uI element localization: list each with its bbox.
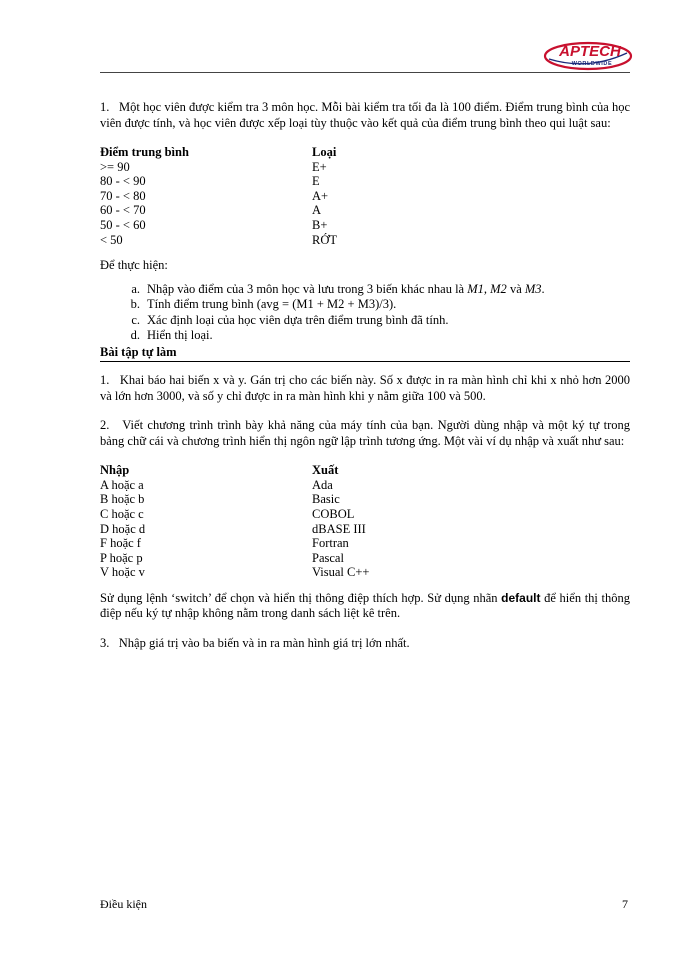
selfwork-3-text: Nhập giá trị vào ba biến và in ra màn hình giá trị lớn nhất. bbox=[118, 635, 410, 650]
step-text: Nhập vào điểm của 3 môn học và lưu trong 3 biến khác nhau là M1, M2 và M3. bbox=[147, 281, 545, 296]
grade-table bbox=[100, 145, 630, 247]
step-marker: a. bbox=[131, 281, 140, 296]
selfwork-1-text: Khai báo hai biến x và y. Gán trị cho các biến này. Số x được in ra màn hình chỉ khi x nhỏ hơn 2000 và lớn hơn 3000, và số y chỉ được in ra màn hình khi y nằm giữa 100 và 500. bbox=[100, 373, 630, 403]
grade-table-cell: E+ bbox=[312, 159, 327, 174]
language-table-cell: Pascal bbox=[312, 550, 344, 565]
grade-table-cell: E bbox=[312, 174, 320, 189]
header-divider bbox=[100, 72, 630, 73]
language-table-header-output: Xuất bbox=[312, 463, 339, 478]
grade-table-cell: 60 - < 70 bbox=[100, 203, 146, 218]
selfwork-3-number: 3. bbox=[100, 635, 110, 650]
language-table-cell: P hoặc p bbox=[100, 550, 143, 565]
selfwork-1-number: 1. bbox=[100, 373, 110, 388]
footer-page-number: 7 bbox=[622, 897, 628, 911]
steps-intro: Để thực hiện: bbox=[100, 258, 168, 273]
document-body bbox=[100, 100, 630, 651]
selfwork-3-paragraph bbox=[100, 636, 630, 652]
step-item bbox=[100, 297, 630, 313]
step-text: Xác định loại của học viên dựa trên điểm trung bình đã tính. bbox=[147, 312, 449, 327]
grade-table-cell: B+ bbox=[312, 217, 328, 232]
language-table-cell: dBASE III bbox=[312, 521, 366, 536]
grade-table-header-grade: Loại bbox=[312, 145, 337, 159]
grade-table-cell: 70 - < 80 bbox=[100, 188, 146, 203]
language-table-cell: Ada bbox=[312, 477, 333, 492]
step-item bbox=[100, 328, 630, 344]
language-table-cell: Fortran bbox=[312, 536, 349, 551]
step-marker: d. bbox=[130, 328, 140, 343]
language-table bbox=[100, 463, 630, 580]
step-marker: c. bbox=[131, 312, 140, 327]
aptech-logo bbox=[543, 41, 633, 71]
language-table-cell: V hoặc v bbox=[100, 565, 145, 580]
language-table-header-input: Nhập bbox=[100, 463, 130, 478]
switch-note-paragraph: Sử dụng lệnh ‘switch’ để chọn và hiển thị thông điệp thích hợp. Sử dụng nhãn default để hiển thị thông điệp nếu ký tự nhập không nằm trong danh sách liệt kê trên. bbox=[100, 590, 630, 621]
language-table-cell: D hoặc d bbox=[100, 521, 146, 536]
exercise-1-paragraph bbox=[100, 100, 630, 131]
step-text: Hiển thị loại. bbox=[147, 328, 213, 343]
steps-list bbox=[100, 282, 630, 344]
step-marker: b. bbox=[130, 297, 140, 312]
step-text: Tính điểm trung bình (avg = (M1 + M2 + M3)/3). bbox=[147, 297, 397, 312]
grade-table-cell: A bbox=[312, 203, 322, 218]
logo-wordmark: APTECH bbox=[559, 43, 621, 60]
language-table-cell: B hoặc b bbox=[100, 492, 145, 507]
grade-table-cell: A+ bbox=[312, 188, 329, 203]
grade-table-cell: 80 - < 90 bbox=[100, 174, 146, 189]
exercise-1-text: Một học viên được kiểm tra 3 môn học. Mỗi bài kiểm tra tối đa là 100 điểm. Điểm trung bình của học viên được tính, và học viên được xếp loại tùy thuộc vào kết quả của điểm trung bình theo qui luật sau: bbox=[100, 100, 631, 130]
selfwork-2-paragraph bbox=[100, 418, 630, 449]
grade-table-cell: >= 90 bbox=[100, 159, 130, 174]
default-keyword: default bbox=[501, 590, 541, 605]
grade-table-cell: 50 - < 60 bbox=[100, 217, 146, 232]
grade-table-cell: < 50 bbox=[100, 232, 123, 247]
grade-table-header-score: Điểm trung bình bbox=[100, 145, 189, 159]
language-table-cell: Basic bbox=[312, 492, 340, 507]
step-item bbox=[100, 313, 630, 329]
language-table-cell: C hoặc c bbox=[100, 506, 144, 521]
language-table-cell: COBOL bbox=[312, 506, 355, 521]
selfwork-1-paragraph bbox=[100, 373, 630, 404]
footer-chapter-title: Điều kiện bbox=[100, 897, 147, 911]
language-table-cell: A hoặc a bbox=[100, 477, 144, 492]
selfwork-2-text: Viết chương trình trình bày khả năng của máy tính của bạn. Người dùng nhập và một ký tự trong bảng chữ cái và chương trình hiển thị ngôn ngữ lập trình tương ứng. Một vài ví dụ nhập và xuất như sau: bbox=[100, 418, 630, 448]
language-table-cell: F hoặc f bbox=[100, 536, 141, 551]
step-item bbox=[100, 282, 630, 298]
exercise-1-number: 1. bbox=[100, 100, 110, 114]
grade-table-cell: RỚT bbox=[312, 232, 337, 247]
section-title: Bài tập tự làm bbox=[100, 344, 177, 359]
language-table-cell: Visual C++ bbox=[312, 565, 370, 580]
logo-subtext: WORLDWIDE bbox=[571, 61, 613, 67]
selfwork-2-number: 2. bbox=[100, 418, 110, 433]
